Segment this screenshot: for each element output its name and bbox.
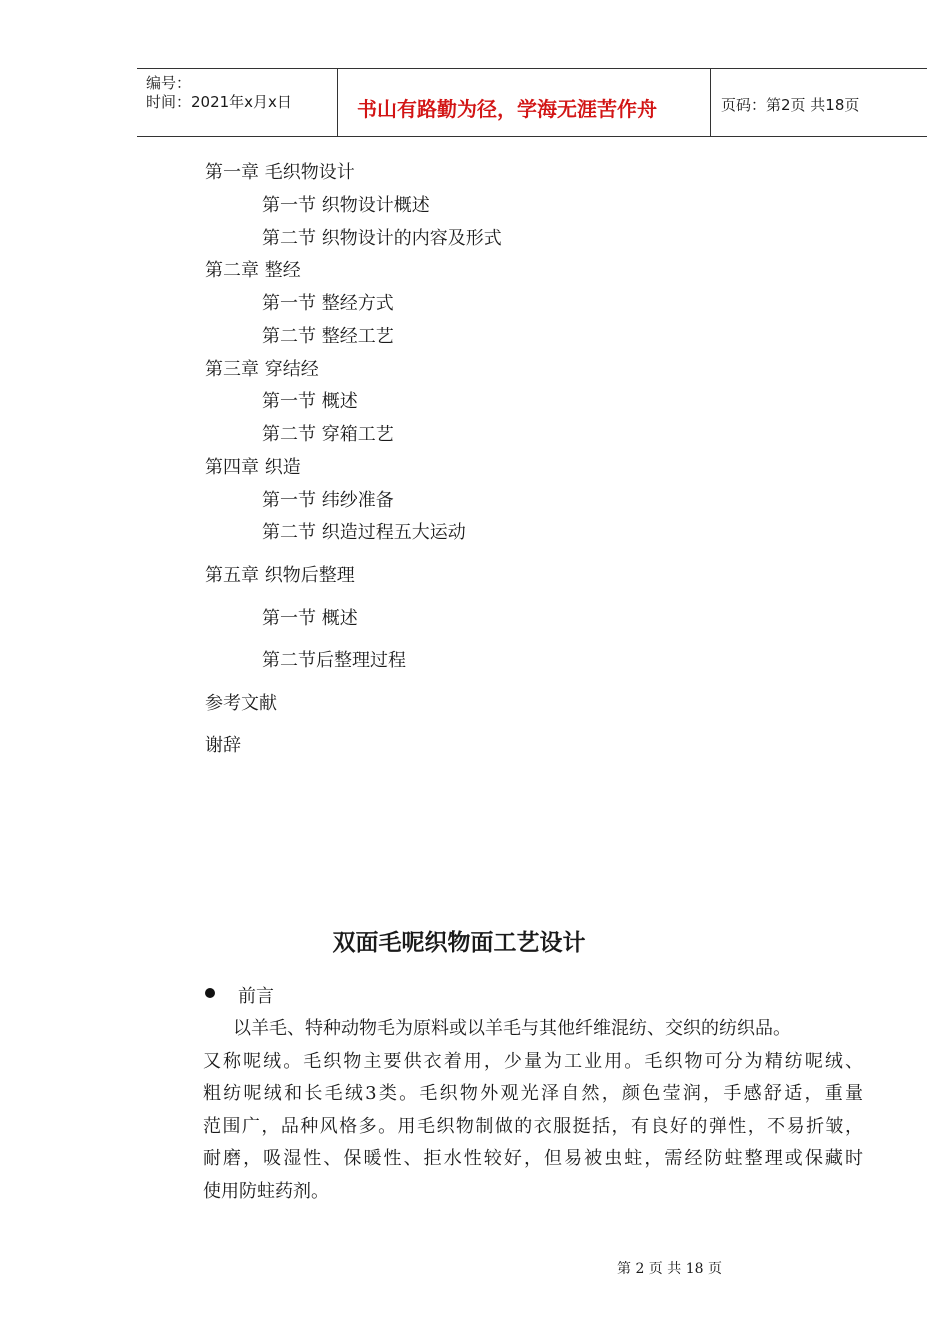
number-label: 编号： [146, 74, 192, 92]
toc-section: 第二节 穿箱工艺 [262, 424, 394, 445]
paragraph-line: 范围广，品种风格多。用毛织物制做的衣服挺括，有良好的弹性，不易折皱， [203, 1115, 863, 1137]
toc-section: 第一节 概述 [262, 391, 358, 412]
page-header [137, 68, 927, 137]
header-motto-cell [338, 69, 711, 136]
toc-chapter: 第三章 穿结经 [205, 359, 319, 380]
header-page-code: 页码：第2页 共18页 [721, 96, 860, 114]
toc-section: 第二节 整经工艺 [262, 326, 394, 347]
toc-section: 第二节 织造过程五大运动 [262, 522, 466, 543]
date-label: 时间：2021年x月x日 [146, 93, 292, 111]
paragraph-line: 又称呢绒。毛织物主要供衣着用，少量为工业用。毛织物可分为精纺呢绒、 [203, 1050, 863, 1072]
toc-chapter: 第四章 织造 [205, 457, 301, 478]
preface-paragraph [203, 1013, 863, 1208]
header-info-cell [137, 69, 338, 136]
bullet-icon [205, 988, 215, 998]
page-footer: 第 2 页 共 18 页 [617, 1261, 722, 1277]
toc-section: 第一节 整经方式 [262, 293, 394, 314]
toc-section: 第二节 织物设计的内容及形式 [262, 228, 502, 249]
toc-section: 第一节 纬纱准备 [262, 490, 394, 511]
paragraph-line: 以羊毛、特种动物毛为原料或以羊毛与其他纤维混纺、交织的纺织品。 [233, 1018, 791, 1039]
toc-chapter: 第五章 织物后整理 [205, 565, 355, 586]
header-page-cell [711, 69, 927, 136]
toc-references: 参考文献 [205, 693, 277, 714]
toc-chapter: 第二章 整经 [205, 260, 301, 281]
toc-section: 第二节后整理过程 [262, 650, 406, 671]
header-motto: 书山有路勤为径，学海无涯苦作舟 [357, 97, 657, 121]
paragraph-line: 使用防蛀药剂。 [203, 1180, 329, 1202]
preface-heading: 前言 [238, 986, 274, 1007]
paragraph-line: 耐磨，吸湿性、保暖性、拒水性较好，但易被虫蛀，需经防蛀整理或保藏时 [203, 1148, 863, 1169]
toc-section: 第一节 概述 [262, 608, 358, 629]
document-title: 双面毛呢织物面工艺设计 [332, 930, 586, 956]
toc-section: 第一节 织物设计概述 [262, 195, 430, 216]
toc-acknowledgements: 谢辞 [205, 735, 241, 756]
paragraph-line: 粗纺呢绒和长毛绒3类。毛织物外观光泽自然，颜色莹润，手感舒适，重量 [203, 1083, 863, 1104]
toc-chapter: 第一章 毛织物设计 [205, 162, 355, 183]
